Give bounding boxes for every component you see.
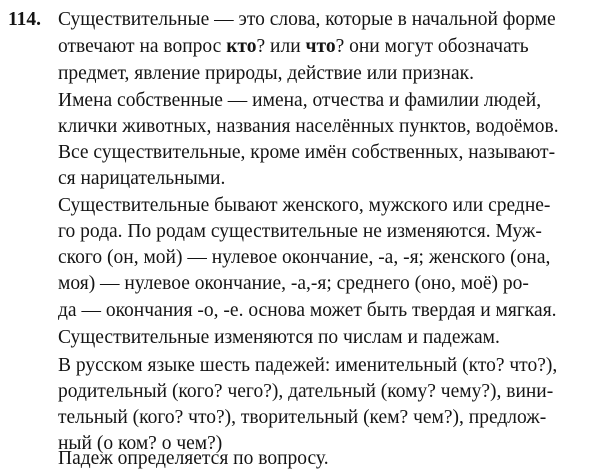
bold-question-word: кто [226,36,257,57]
text-line: Существительные бывают женского, мужского или средне- [58,195,551,216]
text-line: тельный (кого? что?), творительный (кем? чем?), предлож- [58,407,547,428]
text-line: го рода. По родам существительные не изменяются. Муж- [58,221,542,242]
text-line: отвечают на вопрос кто? или что? они могут обозначать [58,36,529,57]
text-line: предмет, явление природы, действие или признак. [58,63,474,84]
text-line: Существительные — это слова, которые в начальной форме [58,9,556,30]
exercise-number: 114. [8,9,42,30]
text-line: родительный (кого? чего?), дательный (кому? чему?), вини- [58,381,554,402]
text-line: Все существительные, кроме имён собственных, называют- [58,142,556,163]
bold-question-word: что [305,36,336,57]
text-line: клички животных, названия населённых пунктов, водоёмов. [58,116,559,137]
text-line: В русском языке шесть падежей: именительный (кто? что?), [58,355,558,376]
text-line: ный (о ком? о чем?) [58,433,223,454]
text-line: ского (он, мой) — нулевое окончание, -а, -я; женского (она, [58,247,551,268]
text-line: моя) — нулевое окончание, -а,-я; среднего (оно, моё) ро- [58,273,529,294]
text-line: Падеж определяется по вопросу. [58,448,329,469]
text-line: да — окончания -о, -е. основа может быть твердая и мягкая. [58,300,557,321]
text-line: ся нарицательными. [58,168,226,189]
text-line: Имена собственные — имена, отчества и фамилии людей, [58,90,542,111]
text-line: Существительные изменяются по числам и падежам. [58,327,500,348]
